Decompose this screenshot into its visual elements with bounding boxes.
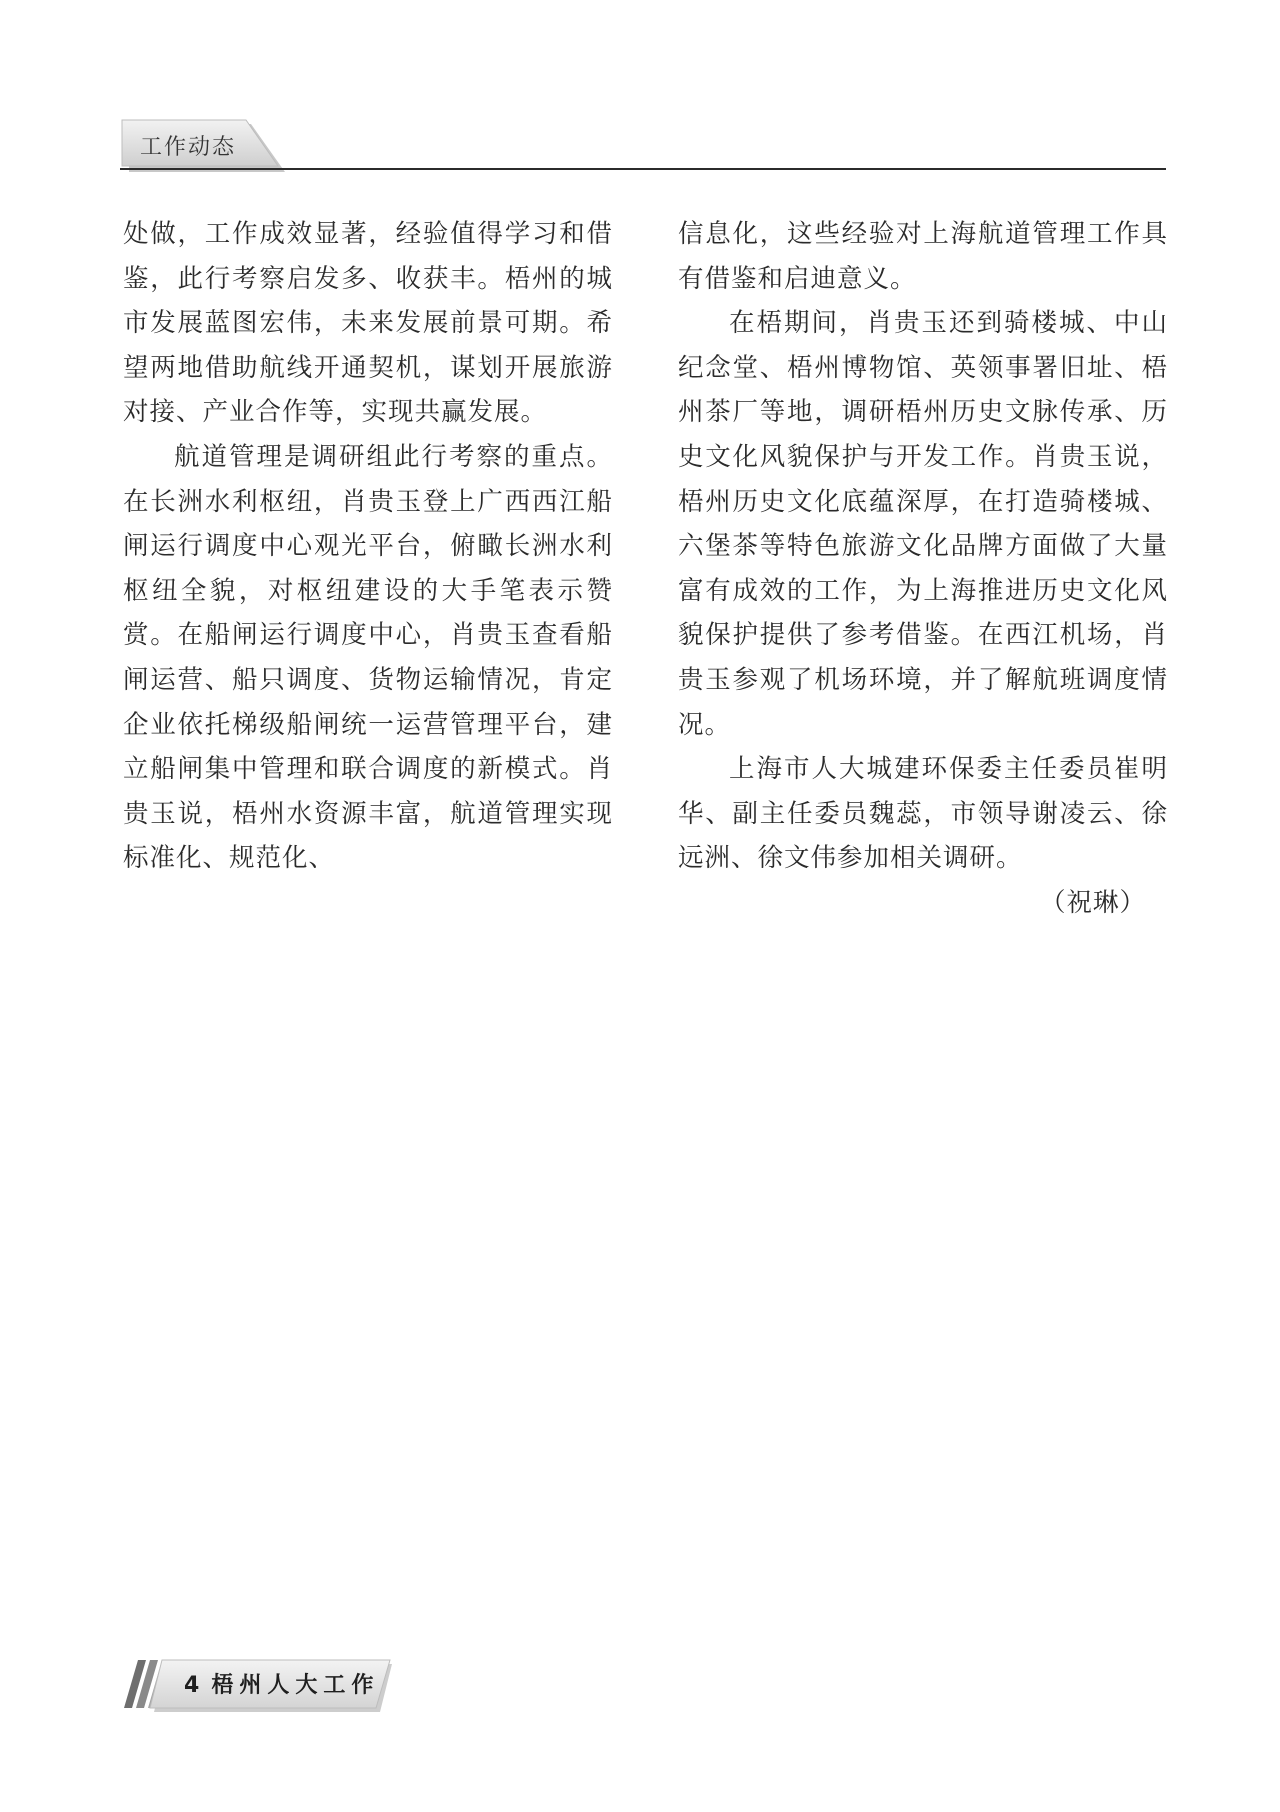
paragraph: 处做，工作成效显著，经验值得学习和借鉴，此行考察启发多、收获丰。梧州的城市发展蓝图宏伟，未来发展前景可期。希望两地借助航线开通契机，谋划开展旅游对接、产业合作等，实现共赢发展。 xyxy=(123,219,613,428)
page-footer xyxy=(122,1658,402,1710)
article-byline: （祝琳） xyxy=(1039,887,1146,918)
article-right-column xyxy=(678,212,1168,926)
paragraph: 航道管理是调研组此行考察的重点。在长洲水利枢纽，肖贵玉登上广西西江船闸运行调度中心观光平台，俯瞰长洲水利枢纽全貌，对枢纽建设的大手笔表示赞赏。在船闸运行调度中心，肖贵玉查看船闸运营、船只调度、货物运输情况，肯定企业依托梯级船闸统一运营管理平台，建立船闸集中管理和联合调度的新模式。肖贵玉说，梧州水资源丰富，航道管理实现标准化、规范化、 xyxy=(123,441,613,874)
page-header xyxy=(120,118,1166,180)
publication-name: 梧州人大工作 xyxy=(211,1673,380,1698)
footer-label xyxy=(184,1668,379,1699)
section-tab xyxy=(120,118,285,170)
page-number: 4 xyxy=(184,1673,200,1698)
section-title: 工作动态 xyxy=(140,135,237,160)
paragraph: 上海市人大城建环保委主任委员崔明华、副主任委员魏蕊，市领导谢凌云、徐远洲、徐文伟参加相关调研。 xyxy=(678,754,1168,874)
paragraph: 在梧期间，肖贵玉还到骑楼城、中山纪念堂、梧州博物馆、英领事署旧址、梧州茶厂等地，调研梧州历史文脉传承、历史文化风貌保护与开发工作。肖贵玉说，梧州历史文化底蕴深厚，在打造骑楼城、六堡茶等特色旅游文化品牌方面做了大量富有成效的工作，为上海推进历史文化风貌保护提供了参考借鉴。在西江机场，肖贵玉参观了机场环境，并了解航班调度情况。 xyxy=(678,308,1168,740)
header-divider xyxy=(120,168,1166,170)
article-left-column xyxy=(123,212,613,881)
paragraph: 信息化，这些经验对上海航道管理工作具有借鉴和启迪意义。 xyxy=(678,219,1168,294)
